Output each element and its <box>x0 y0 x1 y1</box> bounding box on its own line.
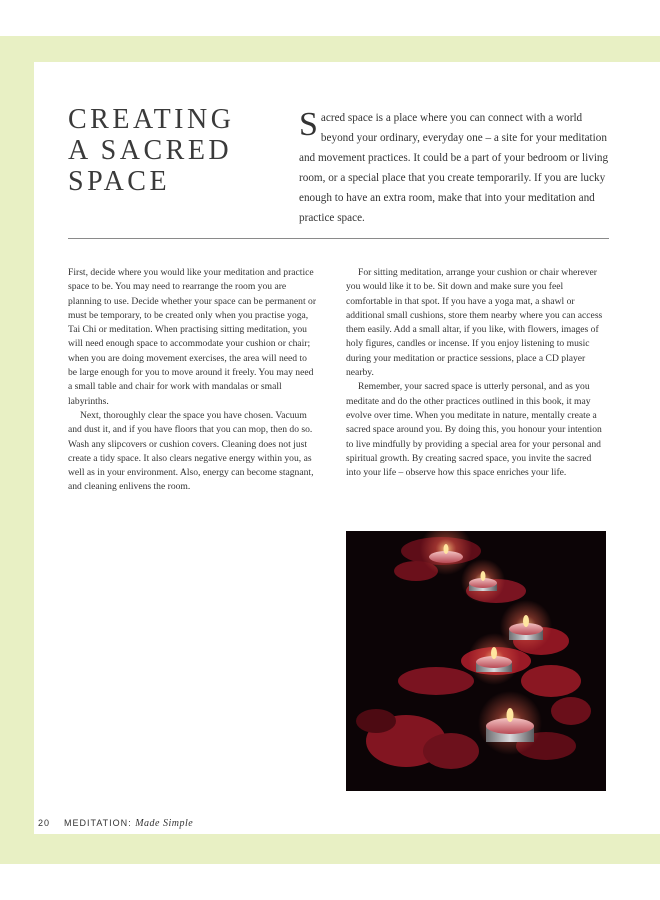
body-column-right <box>346 266 608 480</box>
page-footer: 20 MEDITATION: Made Simple <box>38 818 194 829</box>
book-subtitle: Made Simple <box>135 818 194 829</box>
body-paragraph: First, decide where you would like your meditation and practice space to be. You may need to rearrange the room you are planning to use. Decide whether your space can be permanent or must be temporary, to be created only when you practise yoga, Tai Chi or meditation. When practising sitting meditation, you will need enough space to accommodate your cushion or chair; when you are doing movement exercises, the area will need to be large enough for you to move around it freely. You may need a small table and chair for work with mandalas or small labyrinths. <box>68 267 317 407</box>
body-paragraph: Remember, your sacred space is utterly personal, and as you meditate and do the other practices outlined in this book, it may evolve over time. When you meditate in nature, mentally create a sacred space around you. By doing this, you honour your intention to live mindfully by providing a special area for your personal and spiritual growth. By creating sacred space, you invite the sacred into your life – observe how this space enriches your life. <box>346 381 602 479</box>
body-paragraph: Next, thoroughly clear the space you have chosen. Vacuum and dust it, and if you have floors that you can mop, then do so. Wash any slipcovers or cushion covers. Cleaning does not just create a tidy space. It also clears negative energy within you, as well as in your environment. Also, energy can become stagnant, and cleaning enlivens the room. <box>68 409 314 493</box>
book-title: MEDITATION <box>64 818 129 828</box>
page-title <box>68 104 268 197</box>
intro-text: acred space is a place where you can connect with a world beyond your ordinary, everyday one – a site for your meditation and movement practices. It could be a part of your bedroom or living room, or a special place that you create temporarily. If you are lucky enough to have an extra room, make that into your meditation and practice space. <box>299 112 609 224</box>
title-line-2: A SACRED <box>68 135 233 166</box>
intro-paragraph <box>299 108 613 228</box>
section-divider <box>68 238 609 239</box>
drop-cap: S <box>299 106 318 143</box>
title-line-1: CREATING <box>68 104 235 135</box>
candles-petals-illustration <box>346 531 606 791</box>
page-number: 20 <box>38 818 51 828</box>
candles-photo <box>346 531 606 791</box>
title-line-3: SPACE <box>68 166 171 197</box>
body-column-left <box>68 266 318 495</box>
body-paragraph: For sitting meditation, arrange your cushion or chair wherever you would like it to be. Sit down and make sure you feel comfortable in that spot. If you have a yoga mat, a shawl or additional small cushions, store them nearby where you can access them easily. Add a small altar, if you like, with flowers, images of holy figures, candles or incense. If you enjoy listening to music during your meditation or practice sessions, place a CD player nearby. <box>346 267 603 379</box>
